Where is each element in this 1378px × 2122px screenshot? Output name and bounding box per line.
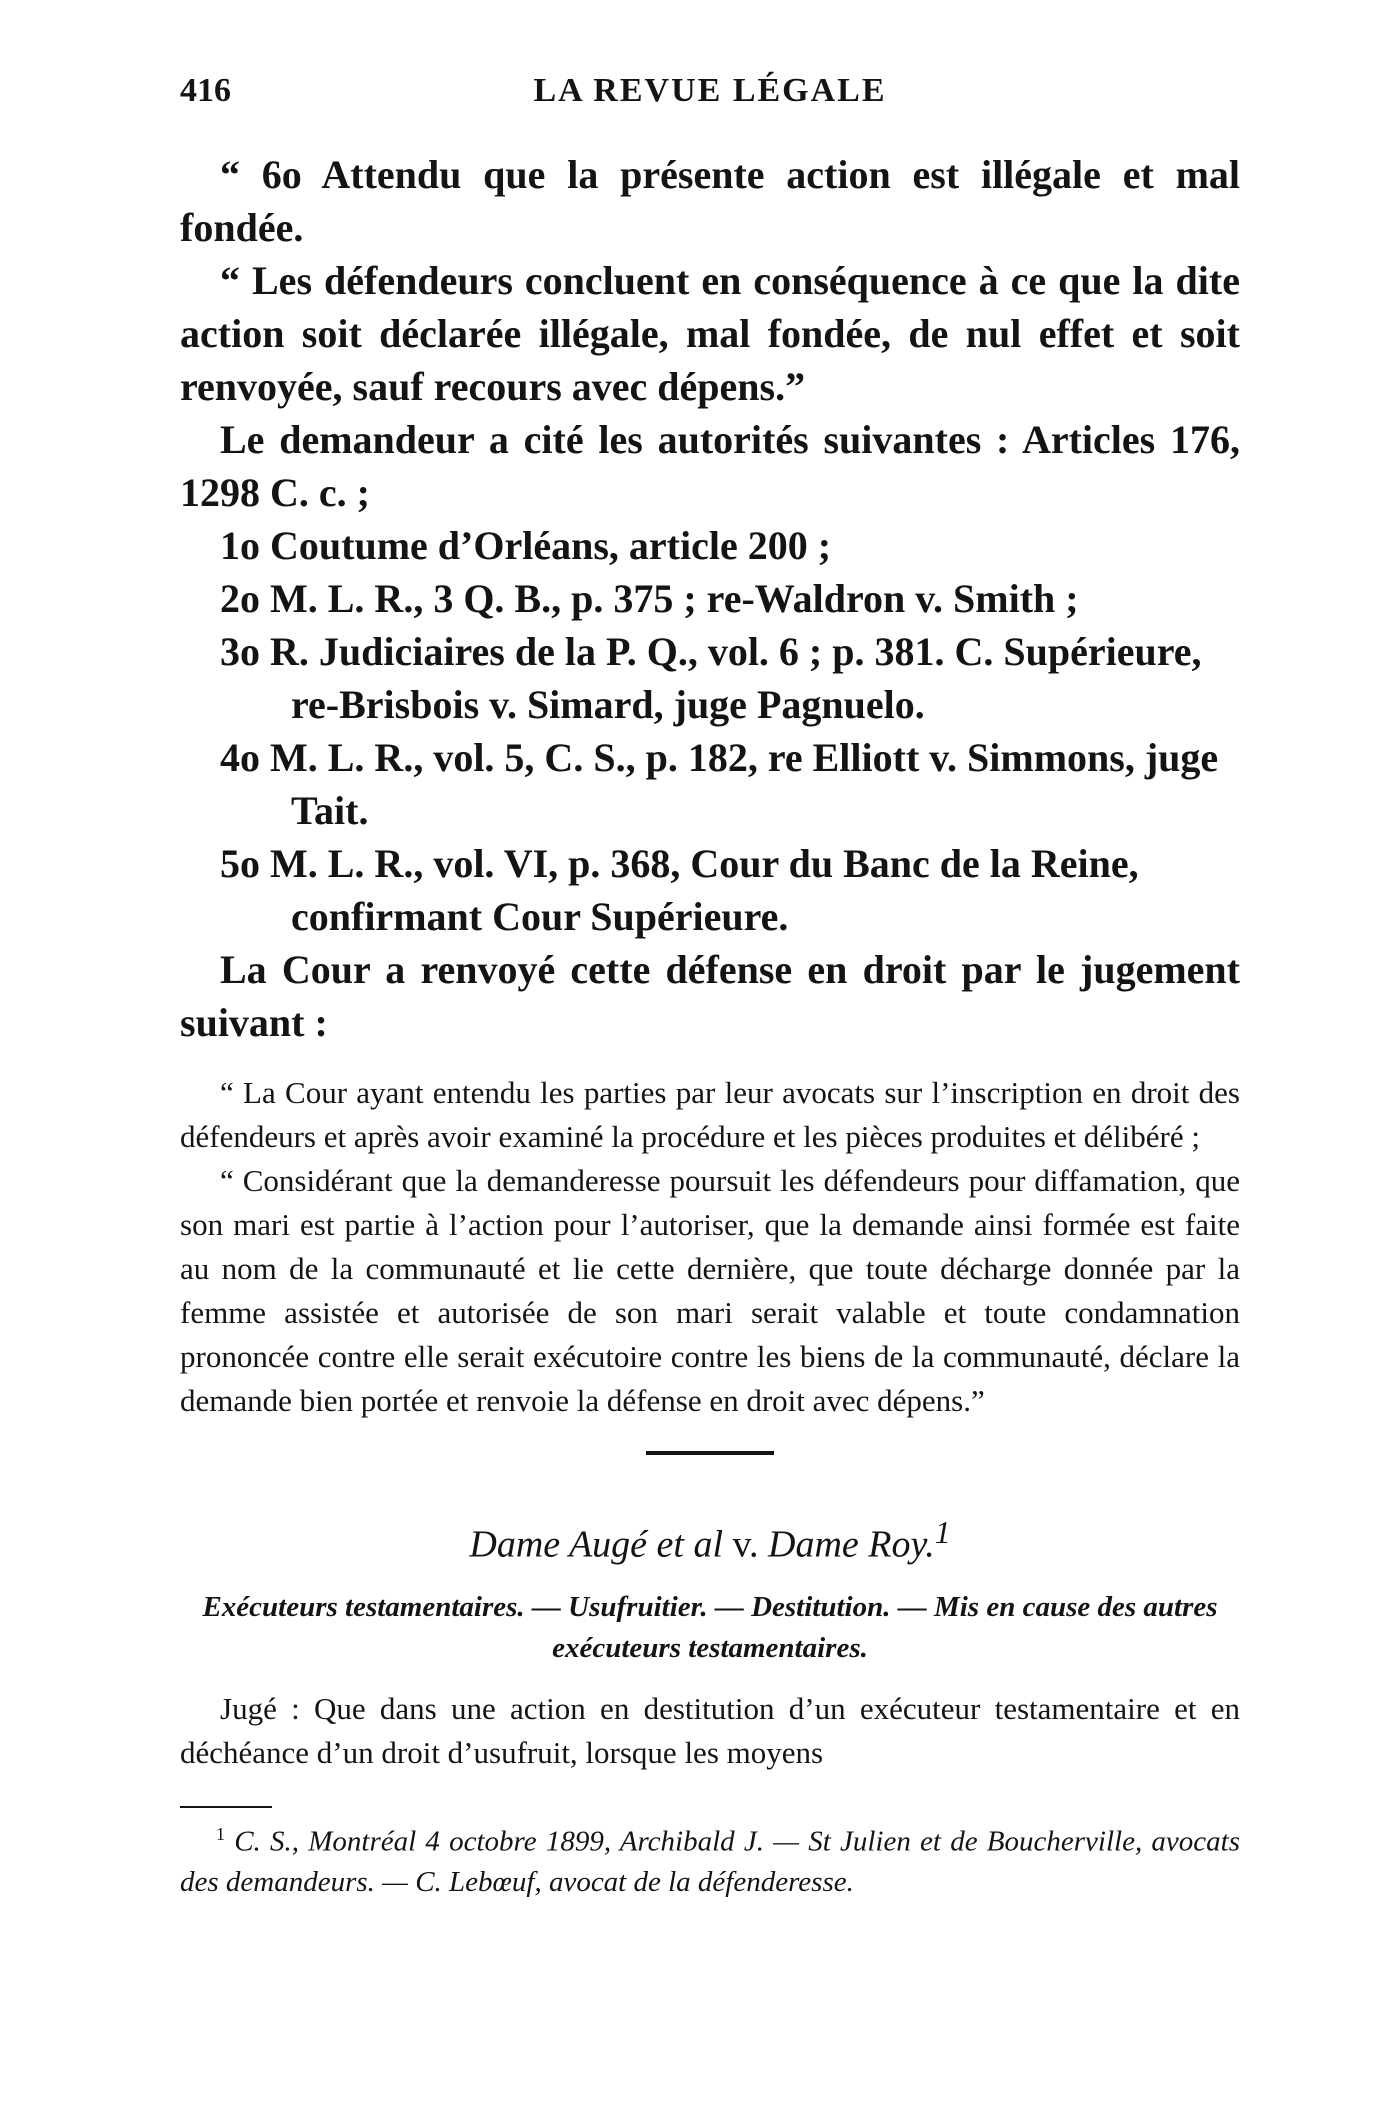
- authority-item: 5o M. L. R., vol. VI, p. 368, Cour du Banc de la Reine, confirmant Cour Supérieure.: [220, 841, 1139, 939]
- case-title: [180, 1509, 1240, 1569]
- page-header: [180, 72, 1240, 116]
- ruling-intro: La Cour a renvoyé cette défense en droit par le jugement suivant :: [180, 947, 1240, 1045]
- authorities-intro: Le demandeur a cité les autorités suivantes : Articles 176, 1298 C. c. ;: [180, 417, 1240, 515]
- footnote-text: C. S., Montréal 4 octobre 1899, Archibald J. — St Julien et de Boucherville, avocats des demandeurs. — C. Lebœuf, avocat de la défenderesse.: [180, 1825, 1240, 1899]
- case-keywords: Exécuteurs testamentaires. — Usufruitier. — Destitution. — Mis en cause des autres exécuteurs testamentaires.: [202, 1590, 1218, 1664]
- footnote: [180, 1814, 1240, 1904]
- authority-item: 2o M. L. R., 3 Q. B., p. 375 ; re-Waldron v. Smith ;: [220, 576, 1079, 621]
- authority-item: 1o Coutume d’Orléans, article 200 ;: [220, 523, 832, 568]
- page-number: 416: [180, 72, 231, 109]
- juge-label: Jugé :: [220, 1690, 300, 1726]
- plea-point-6: “ 6o Attendu que la présente action est illégale et mal fondée.: [180, 152, 1240, 250]
- page-body: [180, 148, 1240, 1903]
- juge-paragraph: [180, 1687, 1240, 1775]
- footnote-divider: [180, 1806, 272, 1808]
- authority-item: 3o R. Judiciaires de la P. Q., vol. 6 ; p. 381. C. Supérieure, re-Brisbois v. Simard, juge Pagnuelo.: [220, 629, 1202, 727]
- footnote-reference: 1: [934, 1515, 951, 1550]
- case-title-versus: v.: [732, 1523, 759, 1566]
- judgment-quote: [180, 1071, 1240, 1423]
- plea-conclusion: “ Les défendeurs concluent en conséquence à ce que la dite action soit déclarée illégale, mal fondée, de nul effet et soit renvoyée, sauf recours avec dépens.”: [180, 258, 1240, 409]
- case-title-parties-right: Dame Roy.: [768, 1523, 935, 1566]
- section-divider: [646, 1451, 774, 1455]
- authority-item: 4o M. L. R., vol. 5, C. S., p. 182, re Elliott v. Simmons, juge Tait.: [220, 735, 1219, 833]
- running-title: LA REVUE LÉGALE: [533, 72, 887, 109]
- case-title-parties-left: Dame Augé et al: [469, 1523, 723, 1566]
- footnote-mark: 1: [216, 1823, 225, 1844]
- judgment-paragraph: “ La Cour ayant entendu les parties par leur avocats sur l’inscription en droit des défendeurs et après avoir examiné la procédure et les pièces produites et délibéré ;: [180, 1075, 1240, 1154]
- judgment-paragraph: “ Considérant que la demanderesse poursuit les défendeurs pour diffamation, que son mari est partie à l’action pour l’autoriser, que la demande ainsi formée est faite au nom de la communauté et lie cette dernière, que toute décharge donnée par la femme assistée et autorisée de son mari serait valable et toute condamnation prononcée contre elle serait exécutoire contre les biens de la communauté, déclare la demande bien portée et renvoie la défense en droit avec dépens.”: [180, 1163, 1240, 1418]
- juge-text: Que dans une action en destitution d’un exécuteur testamentaire et en déchéance d’un droit d’usufruit, lorsque les moyens: [180, 1690, 1241, 1770]
- authorities-list: [180, 519, 1240, 943]
